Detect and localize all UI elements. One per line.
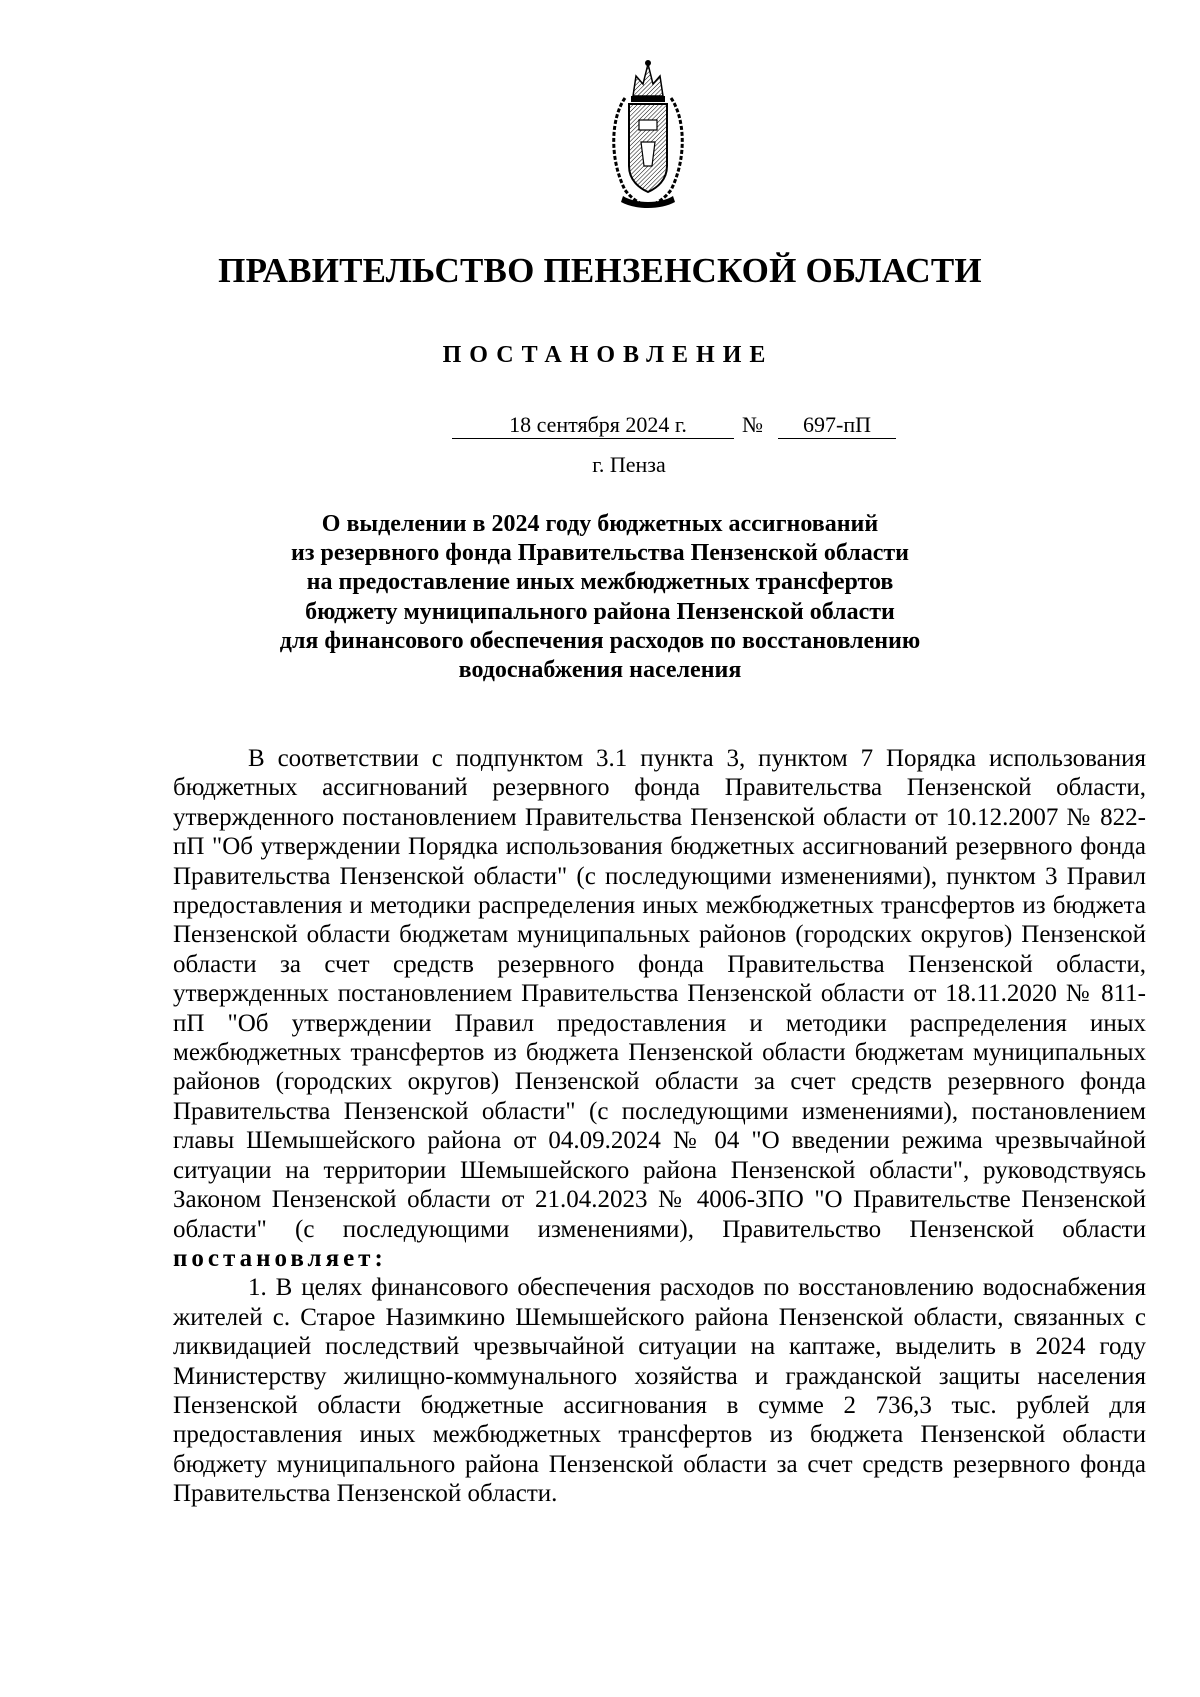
subject-line: из резервного фонда Правительства Пензенской области [291, 540, 909, 567]
subject-line: на предоставление иных межбюджетных трансфертов [306, 569, 894, 596]
preamble-text: В соответствии с подпунктом 3.1 пункта 3, пунктом 7 Порядка использования бюджетных ассигнований резервного фонда Правительства Пензенской области, утвержденного постановлением Правительства Пензенской области от 10.12.2007 № 822-пП "Об утверждении Порядка использования бюджетных ассигнований резервного фонда Правительства Пензенской области" (с последующими изменениями), пунктом 3 Правил предоставления и методики распределения иных межбюджетных трансфертов из бюджета Пензенской области бюджетам муниципальных районов (городских округов) Пензенской области за счет средств резервного фонда Правительства Пензенской области, утвержденных постановлением Правительства Пензенской области от 18.11.2020 № 811-пП "Об утверждении Правил предоставления и методики распределения иных межбюджетных трансфертов из бюджета Пензенской области бюджетам муниципальных районов (городских округов) Пензенской области за счет средств резервного фонда Правительства Пензенской области" (с последующими изменениями), постановлением главы Шемышейского района от 04.09.2024 № 04 "О введении режима чрезвычайной ситуации на территории Шемышейского района Пензенской области", руководствуясь Законом Пензенской области от 21.04.2023 № 4006-ЗПО "О Правительстве Пензенской области" (с последующими изменениями), Правительство Пензенской области [173, 745, 1146, 1243]
number-sign: № [742, 412, 763, 437]
subject-line: водоснабжения населения [458, 657, 742, 684]
document-date: 18 сентября 2024 г. [452, 412, 734, 439]
document-subject [150, 510, 1050, 685]
document-body [173, 744, 1146, 1509]
coat-of-arms-emblem [603, 58, 693, 210]
organization-title: ПРАВИТЕЛЬСТВО ПЕНЗЕНСКОЙ ОБЛАСТИ [218, 251, 982, 290]
document-city: г. Пенза [592, 452, 666, 477]
preamble-paragraph [173, 744, 1146, 1273]
subject-line: для финансового обеспечения расходов по восстановлению [279, 627, 921, 654]
resolves-keyword: постановляет: [173, 1244, 387, 1272]
date-number-row [0, 412, 1200, 442]
document-type-heading: ПОСТАНОВЛЕНИЕ [442, 342, 774, 368]
subject-line: О выделении в 2024 году бюджетных ассигнований [321, 511, 879, 537]
item-1-paragraph: 1. В целях финансового обеспечения расходов по восстановлению водоснабжения жителей с. Старое Назимкино Шемышейского района Пензенской области, связанных с ликвидацией последствий чрезвычайной ситуации на каптаже, выделить в 2024 году Министерству жилищно-коммунального хозяйства и гражданской защиты населения Пензенской области бюджетные ассигнования в сумме 2 736,3 тыс. рублей для предоставления иных межбюджетных трансфертов из бюджета Пензенской области бюджету муниципального района Пензенской области за счет средств резервного фонда Правительства Пензенской области. [173, 1274, 1146, 1508]
document-number: 697-пП [778, 412, 896, 439]
subject-line: бюджету муниципального района Пензенской области [305, 598, 895, 625]
